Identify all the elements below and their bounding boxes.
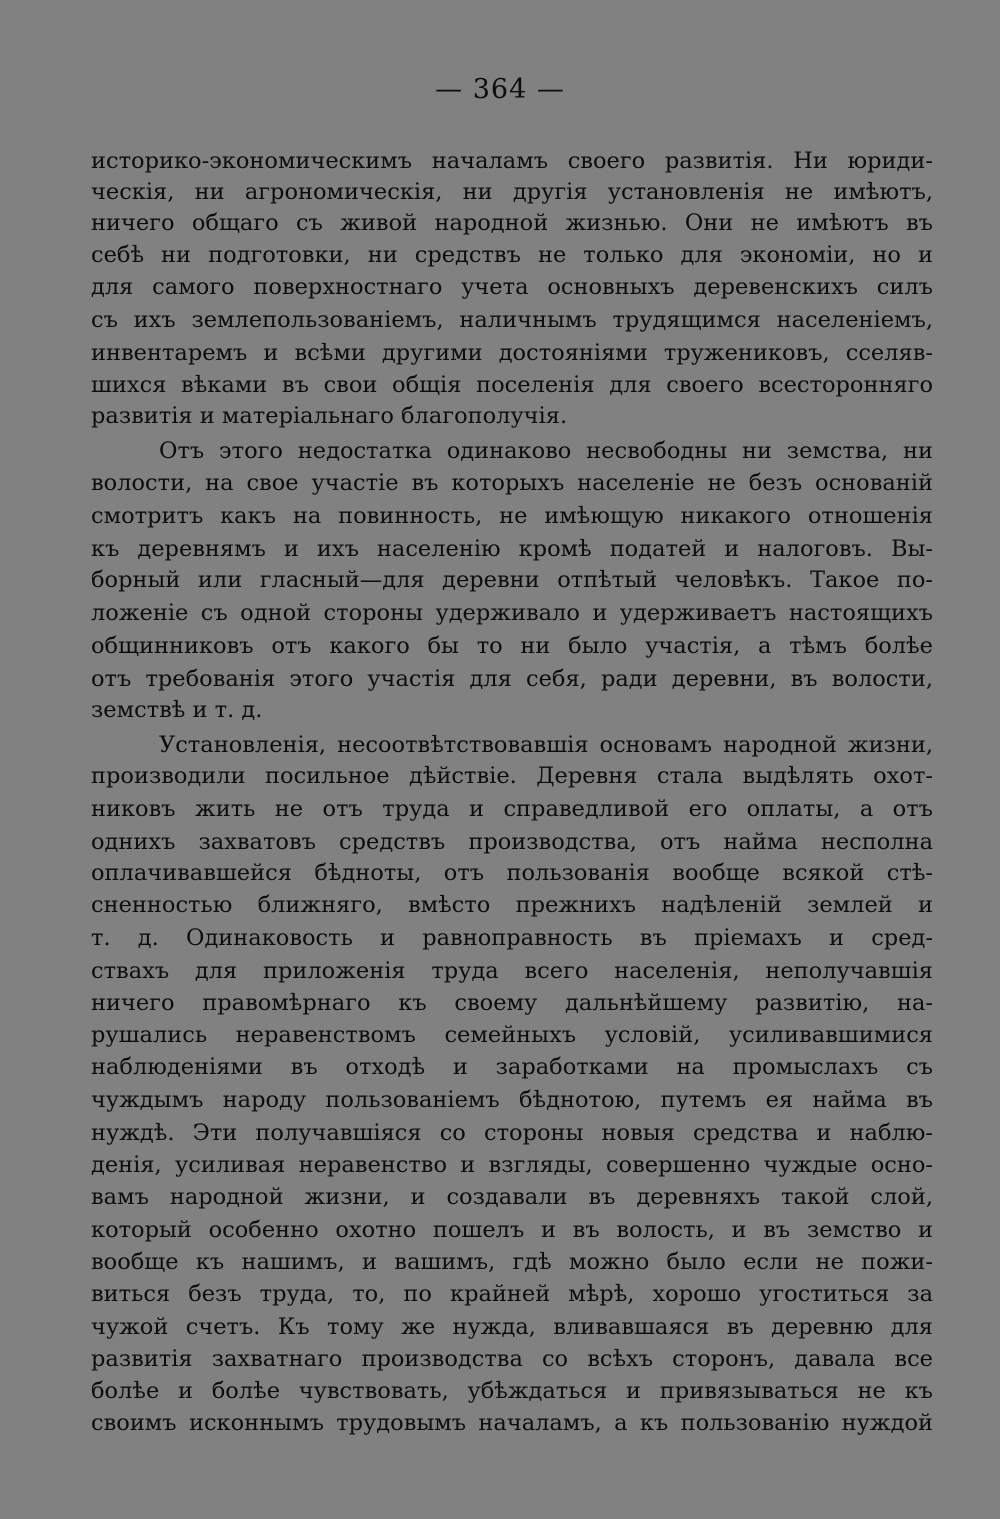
text-line: развитія захватнаго производства со всѣхъ сторонъ, давала все [91,1346,933,1372]
text-line: виться безъ труда, то, по крайней мѣрѣ, хорошо угоститься за [91,1281,933,1307]
text-line: болѣе и болѣе чувствовать, убѣждаться и привязываться не къ [91,1378,933,1404]
text-line: нуждѣ. Эти получавшіяся со стороны новыя средства и наблю- [91,1120,933,1146]
text-line: вамъ народной жизни, и создавали въ деревняхъ такой слой, [91,1184,933,1210]
text-line: денія, усиливая неравенство и взгляды, совершенно чуждые осно- [91,1152,933,1178]
text-line: общинниковъ отъ какого бы то ни было участія, а тѣмъ болѣе [91,633,933,659]
text-line: Отъ этого недостатка одинаково несвободны ни земства, ни [159,438,933,464]
text-line: производили посильное дѣйствіе. Деревня стала выдѣлять охот- [91,763,933,789]
text-line: наблюденіями въ отходѣ и заработками на промыслахъ съ [91,1054,933,1080]
text-line: который особенно охотно пошелъ и въ волость, и въ земство и [91,1217,933,1243]
text-line: историко-экономическимъ началамъ своего развитія. Ни юриди- [91,148,933,174]
text-line: оплачивавшейся бѣдноты, отъ пользованія вообще всякой стѣ- [91,860,933,886]
text-line: отъ требованія этого участія для себя, ради деревни, въ волости, [91,666,933,692]
text-line: ческія, ни агрономическія, ни другія установленія не имѣютъ, [91,179,933,205]
text-line: никовъ жить не отъ труда и справедливой его оплаты, а отъ [91,796,933,822]
text-line: чуждымъ народу пользованіемъ бѣднотою, путемъ ея найма въ [91,1087,933,1113]
text-line: инвентаремъ и всѣми другими достояніями тружениковъ, сселяв- [91,340,933,366]
text-line: развитія и матеріальнаго благополучія. [91,403,568,429]
text-line: чужой счетъ. Къ тому же нужда, вливавшаяся въ деревню для [91,1314,933,1340]
text-line: волости, на свое участіе въ которыхъ населеніе не безъ основаній [91,470,933,496]
page-number: — 364 — [435,74,565,105]
text-line: борный или гласный—для деревни отпѣтый человѣкъ. Такое по- [91,567,933,593]
text-line: съ ихъ землепользованіемъ, наличнымъ трудящимся населеніемъ, [91,307,933,333]
text-line: вообще къ нашимъ, и вашимъ, гдѣ можно было если не пожи- [91,1249,933,1275]
text-line: ничего общаго съ живой народной жизнью. Они не имѣютъ въ [91,210,933,236]
text-line: себѣ ни подготовки, ни средствъ не только для экономіи, но и [91,242,933,268]
text-line: Установленія, несоотвѣтствовавшія основамъ народной жизни, [159,732,933,758]
text-line: сненностью ближняго, вмѣсто прежнихъ надѣленій землей и [91,892,933,918]
text-line: шихся вѣками въ свои общія поселенія для своего всесторонняго [91,372,933,398]
text-line: къ деревнямъ и ихъ населенію кромѣ податей и налоговъ. Вы- [91,536,933,562]
text-line: т. д. Одинаковость и равноправность въ пріемахъ и сред- [91,925,933,951]
text-line: однихъ захватовъ средствъ производства, отъ найма несполна [91,829,933,855]
text-line: ничего правомѣрнаго къ своему дальнѣйшему развитію, на- [91,990,933,1016]
text-line: для самого поверхностнаго учета основныхъ деревенскихъ силъ [91,274,933,300]
text-line: земствѣ и т. д. [91,697,263,723]
text-line: ложеніе съ одной стороны удерживало и удерживаетъ настоящихъ [91,600,933,626]
text-line: рушались неравенствомъ семейныхъ условій, усиливавшимися [91,1022,933,1048]
text-line: смотритъ какъ на повинность, не имѣющую никакого отношенія [91,503,933,529]
text-line: своимъ исконнымъ трудовымъ началамъ, а къ пользованію нуждой [91,1410,933,1436]
text-line: ствахъ для приложенія труда всего населенія, неполучавшія [91,958,933,984]
